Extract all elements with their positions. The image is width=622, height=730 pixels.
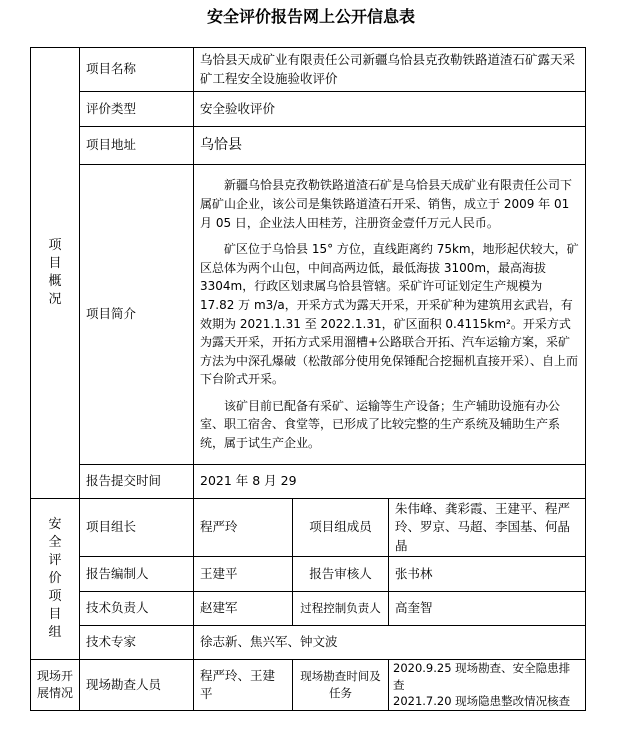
leader-value: 程严玲: [194, 499, 293, 557]
section-team-label: 安全评价项目组: [31, 499, 80, 660]
project-address-label: 项目地址: [80, 127, 194, 165]
project-name-label: 项目名称: [80, 48, 194, 92]
site-tasks: [389, 660, 586, 711]
section-site-label: 现场开展情况: [31, 660, 80, 711]
site-time-task-label: 现场勘查时间及任务: [293, 660, 389, 711]
project-intro-label: 项目简介: [80, 165, 194, 465]
reviewer-label: 报告审核人: [293, 557, 389, 592]
leader-label: 项目组长: [80, 499, 194, 557]
tech-lead-label: 技术负责人: [80, 592, 194, 626]
site-personnel-value: 程严玲、王建平: [194, 660, 293, 711]
eval-type-label: 评价类型: [80, 92, 194, 127]
intro-paragraph: 该矿目前已配备有采矿、运输等生产设备；生产辅助设施有办公室、职工宿舍、食堂等，已形成了比较完整的生产系统及辅助生产系统，属于试生产企业。: [200, 398, 561, 451]
submit-time-label: 报告提交时间: [80, 465, 194, 499]
project-address-value: 乌恰县: [194, 127, 586, 165]
process-control-value: 高奎智: [389, 592, 586, 626]
author-value: 王建平: [194, 557, 293, 592]
site-personnel-label: 现场勘查人员: [80, 660, 194, 711]
intro-paragraph: 矿区位于乌恰县 15° 方位，直线距离约 75km，地形起伏较大，矿区总体为两个山包，中间高两边低，最低海拔 3100m，最高海拔 3304m，行政区划隶属乌恰县管辖。采矿许可证划定生产规模为 17.82 万 m3/a，开采方式为露天开采，开采矿种为建筑用玄武岩，有效期为 2021.1.31 至 2022.1.31，矿区面积 0.4115km²。开采方式为露天开采，开拓方式采用溜槽+公路联合开拓、汽车运输方案，采矿方法为中深孔爆破（松散部分使用免保锤配合挖掘机直接开采）、自上而下台阶式开采。: [200, 242, 579, 387]
site-task-item: 2020.9.25 现场勘查、安全隐患排查: [393, 661, 571, 692]
eval-type-value: 安全验收评价: [194, 92, 586, 127]
project-intro: [194, 165, 586, 465]
experts-value: 徐志新、焦兴军、钟文波: [194, 626, 586, 660]
members-label: 项目组成员: [293, 499, 389, 557]
reviewer-value: 张书林: [389, 557, 586, 592]
submit-time-value: 2021 年 8 月 29: [194, 465, 586, 499]
members-value: 朱伟峰、龚彩霞、王建平、程严玲、罗京、马超、李国基、何晶晶: [389, 499, 586, 557]
experts-label: 技术专家: [80, 626, 194, 660]
intro-paragraph: 新疆乌恰县克孜勒铁路道渣石矿是乌恰县天成矿业有限责任公司下属矿山企业，该公司是集铁路道渣石开采、销售，成立于 2009 年 01 月 05 日，企业法人田桂芳，注册资金壹仟万元人民币。: [200, 178, 573, 230]
project-name-value: 乌恰县天成矿业有限责任公司新疆乌恰县克孜勒铁路道渣石矿露天采矿工程安全设施验收评价: [194, 48, 586, 92]
process-control-label: 过程控制负责人: [293, 592, 389, 626]
site-task-item: 2021.7.20 现场隐患整改情况核查: [393, 694, 571, 709]
author-label: 报告编制人: [80, 557, 194, 592]
section-overview-label: 项目概况: [31, 48, 80, 499]
tech-lead-value: 赵建军: [194, 592, 293, 626]
info-table: [30, 47, 586, 711]
page-title: 安全评价报告网上公开信息表: [206, 7, 415, 26]
